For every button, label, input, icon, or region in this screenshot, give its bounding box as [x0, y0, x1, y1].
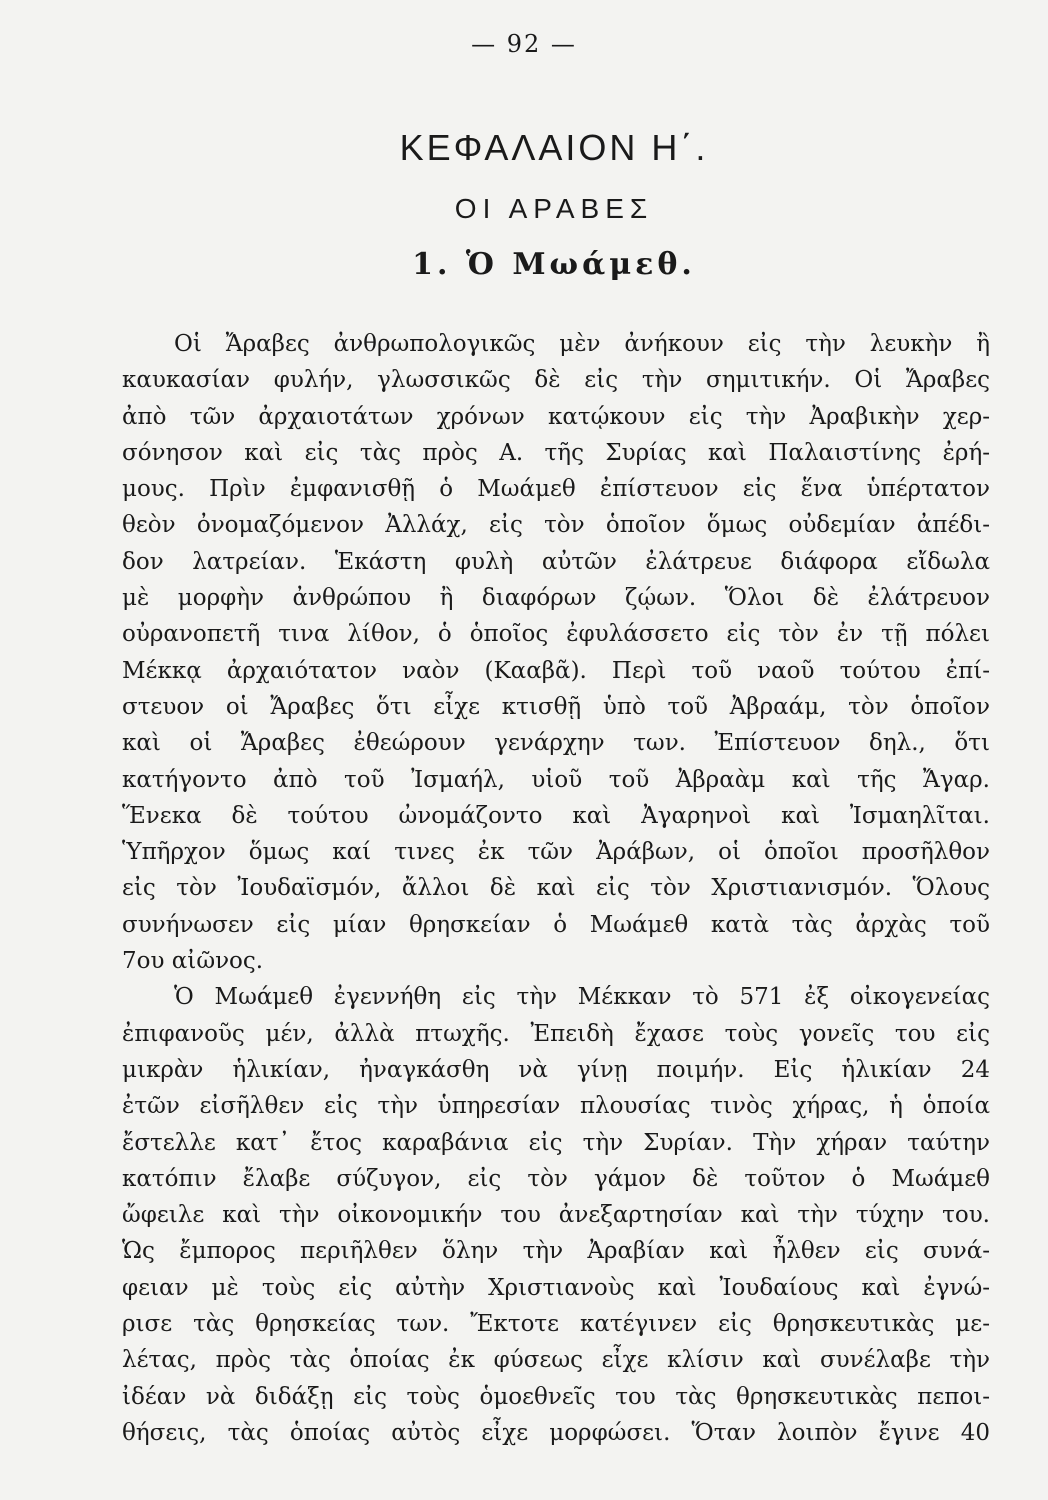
text-line: ἰδέαν νὰ διδάξῃ εἰς τοὺς ὁμοεθνεῖς του τὰς θρησκευτικὰς πεποι-: [122, 1383, 990, 1410]
text-line: Ὡς ἔμπορος περιῆλθεν ὅλην τὴν Ἀραβίαν καὶ ἦλθεν εἰς συνά-: [122, 1238, 990, 1265]
text-line: στευον οἱ Ἄραβες ὅτι εἶχε κτισθῇ ὑπὸ τοῦ Ἀβραάμ, τὸν ὁποῖον: [122, 693, 990, 720]
text-line: κατήγοντο ἀπὸ τοῦ Ἰσμαήλ, υἱοῦ τοῦ Ἀβραὰμ καὶ τῆς Ἄγαρ.: [122, 766, 990, 793]
text-line: φειαν μὲ τοὺς εἰς αὐτὴν Χριστιανοὺς καὶ Ἰουδαίους καὶ ἐγνώ-: [122, 1274, 990, 1301]
text-line: ἐπιφανοῦς μέν, ἀλλὰ πτωχῆς. Ἐπειδὴ ἔχασε τοὺς γονεῖς του εἰς: [122, 1020, 990, 1047]
text-line: οὐρανοπετῆ τινα λίθον, ὁ ὁποῖος ἐφυλάσσετο εἰς τὸν ἐν τῇ πόλει: [122, 621, 990, 648]
chapter-title: ΚΕΦΑΛΑΙΟΝ Η΄.: [399, 127, 709, 168]
text-line: Ὁ Μωάμεθ ἐγεννήθη εἰς τὴν Μέκκαν τὸ 571 ἐξ οἰκογενείας: [174, 984, 990, 1011]
text-line: δον λατρείαν. Ἑκάστη φυλὴ αὐτῶν ἐλάτρευε διάφορα εἴδωλα: [122, 548, 990, 575]
text-line: ἐτῶν εἰσῆλθεν εἰς τὴν ὑπηρεσίαν πλουσίας τινὸς χήρας, ἡ ὁποία: [122, 1093, 990, 1120]
section-heading: 1. Ὁ Μωάμεθ.: [412, 247, 696, 282]
text-line: ὤφειλε καὶ τὴν οἰκονομικήν του ἀνεξαρτησίαν καὶ τὴν τύχην του.: [122, 1202, 990, 1229]
text-line: μὲ μορφὴν ἀνθρώπου ἢ διαφόρων ζῴων. Ὅλοι δὲ ἐλάτρευον: [122, 585, 990, 612]
text-line: θήσεις, τὰς ὁποίας αὐτὸς εἶχε μορφώσει. Ὅταν λοιπὸν ἔγινε 40: [122, 1419, 990, 1446]
text-line: 7ου αἰῶνος.: [122, 948, 264, 975]
text-line: μους. Πρὶν ἐμφανισθῇ ὁ Μωάμεθ ἐπίστευον εἰς ἕνα ὑπέρτατον: [122, 476, 990, 503]
text-line: θεὸν ὀνομαζόμενον Ἀλλάχ, εἰς τὸν ὁποῖον ὅμως οὐδεμίαν ἀπέδι-: [122, 512, 990, 539]
text-line: κατόπιν ἔλαβε σύζυγον, εἰς τὸν γάμον δὲ τοῦτον ὁ Μωάμεθ: [122, 1165, 990, 1192]
text-line: λέτας, πρὸς τὰς ὁποίας ἐκ φύσεως εἶχε κλίσιν καὶ συνέλαβε τὴν: [122, 1347, 990, 1374]
chapter-subtitle: ΟΙ ΑΡΑΒΕΣ: [454, 193, 654, 224]
text-line: σόνησον καὶ εἰς τὰς πρὸς Α. τῆς Συρίας καὶ Παλαιστίνης ἐρή-: [122, 439, 990, 466]
text-line: καυκασίαν φυλήν, γλωσσικῶς δὲ εἰς τὴν σημιτικήν. Οἱ Ἄραβες: [122, 367, 990, 394]
body-text: [122, 326, 990, 1451]
text-line: Μέκκᾳ ἀρχαιότατον ναὸν (Κααβᾶ). Περὶ τοῦ ναοῦ τούτου ἐπί-: [122, 657, 990, 684]
text-line: ἀπὸ τῶν ἀρχαιοτάτων χρόνων κατῴκουν εἰς τὴν Ἀραβικὴν χερ-: [122, 403, 990, 430]
text-line: μικρὰν ἡλικίαν, ἠναγκάσθη νὰ γίνῃ ποιμήν. Εἰς ἡλικίαν 24: [122, 1056, 990, 1083]
text-line: Ὑπῆρχον ὅμως καί τινες ἐκ τῶν Ἀράβων, οἱ ὁποῖοι προσῆλθον: [122, 839, 990, 866]
text-line: ρισε τὰς θρησκείας των. Ἔκτοτε κατέγινεν εἰς θρησκευτικὰς με-: [122, 1311, 990, 1338]
text-line: Ἕνεκα δὲ τούτου ὠνομάζοντο καὶ Ἀγαρηνοὶ καὶ Ἰσμαηλῖται.: [122, 802, 990, 829]
text-line: Οἱ Ἄραβες ἀνθρωπολογικῶς μὲν ἀνήκουν εἰς τὴν λευκὴν ἢ: [174, 331, 990, 357]
text-line: εἰς τὸν Ἰουδαϊσμόν, ἄλλοι δὲ καὶ εἰς τὸν Χριστιανισμόν. Ὅλους: [122, 875, 990, 902]
text-line: καὶ οἱ Ἄραβες ἐθεώρουν γενάρχην των. Ἐπίστευον δηλ., ὅτι: [122, 730, 990, 757]
page-number: — 92 —: [471, 30, 577, 58]
text-line: ἔστελλε κατ᾽ ἔτος καραβάνια εἰς τὴν Συρίαν. Τὴν χήραν ταύτην: [122, 1129, 990, 1156]
text-line: συνήνωσεν εἰς μίαν θρησκείαν ὁ Μωάμεθ κατὰ τὰς ἀρχὰς τοῦ: [122, 911, 990, 938]
